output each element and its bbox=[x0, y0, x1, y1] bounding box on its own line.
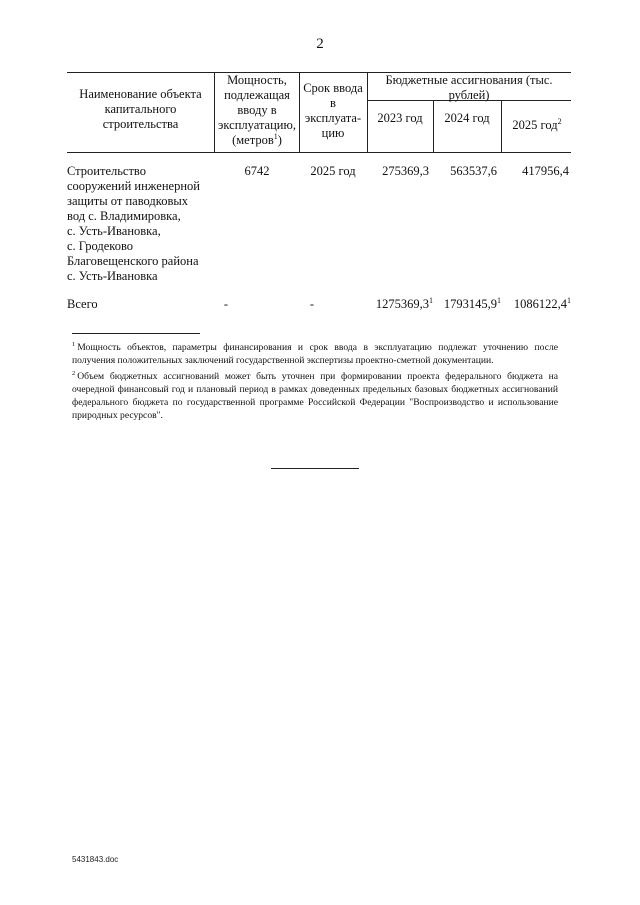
row-value-2025: 417956,4 bbox=[522, 164, 569, 178]
end-of-document-rule bbox=[271, 468, 359, 469]
footnote-2: $^2$ Объем бюджетных ассигнований может быть уточнен при формировании проекта федерального бюджета на очередной финансовый год и плановый период в рамках доведенных предельных базовых бюджетных ассигнований федерального бюджета по государственной программе Российской Федерации "Воспроизводство и использование природных ресурсов". bbox=[72, 369, 558, 421]
total-term: - bbox=[309, 297, 315, 311]
total-capacity: - bbox=[223, 297, 229, 311]
total-value-2025: 1086122,4$^1$ bbox=[513, 295, 571, 311]
footnote-1: $^1$ Мощность объектов, параметры финансирования и срок ввода в эксплуатацию подлежат уточнению после получения положительных заключений государственной экспертизы проектно-сметной документации. bbox=[72, 340, 558, 366]
header-year-2024: 2024 год bbox=[444, 111, 490, 125]
col-divider bbox=[433, 100, 434, 152]
row-value-2024: 563537,6 bbox=[450, 164, 497, 178]
footnote-separator bbox=[72, 333, 200, 334]
header-capacity: Мощность, подлежащая вводу в эксплуатацию, (метров$^1$) bbox=[218, 73, 296, 147]
col-divider bbox=[214, 72, 215, 152]
total-value-2024: 1793145,9$^1$ bbox=[443, 295, 501, 311]
col-divider bbox=[299, 72, 300, 152]
header-budget: Бюджетные ассигнования (тыс. рублей) bbox=[385, 73, 553, 102]
document-file-id: 5431843.doc bbox=[72, 855, 119, 864]
row-value-2023: 275369,3 bbox=[382, 164, 429, 178]
header-year-2023: 2023 год bbox=[377, 111, 423, 125]
row-capacity: 6742 bbox=[244, 164, 270, 178]
header-name: Наименование объекта капитального строительства bbox=[79, 87, 202, 131]
header-term: Срок ввода в эксплуата-цию bbox=[303, 81, 363, 140]
page-number: 2 bbox=[316, 36, 324, 52]
total-value-2023: 1275369,3$^1$ bbox=[375, 295, 433, 311]
header-year-2025: 2025 год$^2$ bbox=[512, 116, 562, 132]
row-object-name: Строительство сооружений инженерной защиты от паводковых вод с. Владимировка, с. Усть-Ивановка, с. Гродеково Благовещенского района с. Усть-Ивановка bbox=[67, 164, 200, 283]
col-divider bbox=[367, 72, 368, 152]
header-bottom-rule bbox=[67, 152, 571, 153]
row-term: 2025 год bbox=[310, 164, 356, 178]
total-label: Всего bbox=[67, 297, 98, 311]
col-divider bbox=[501, 100, 502, 152]
footnotes bbox=[72, 341, 558, 425]
